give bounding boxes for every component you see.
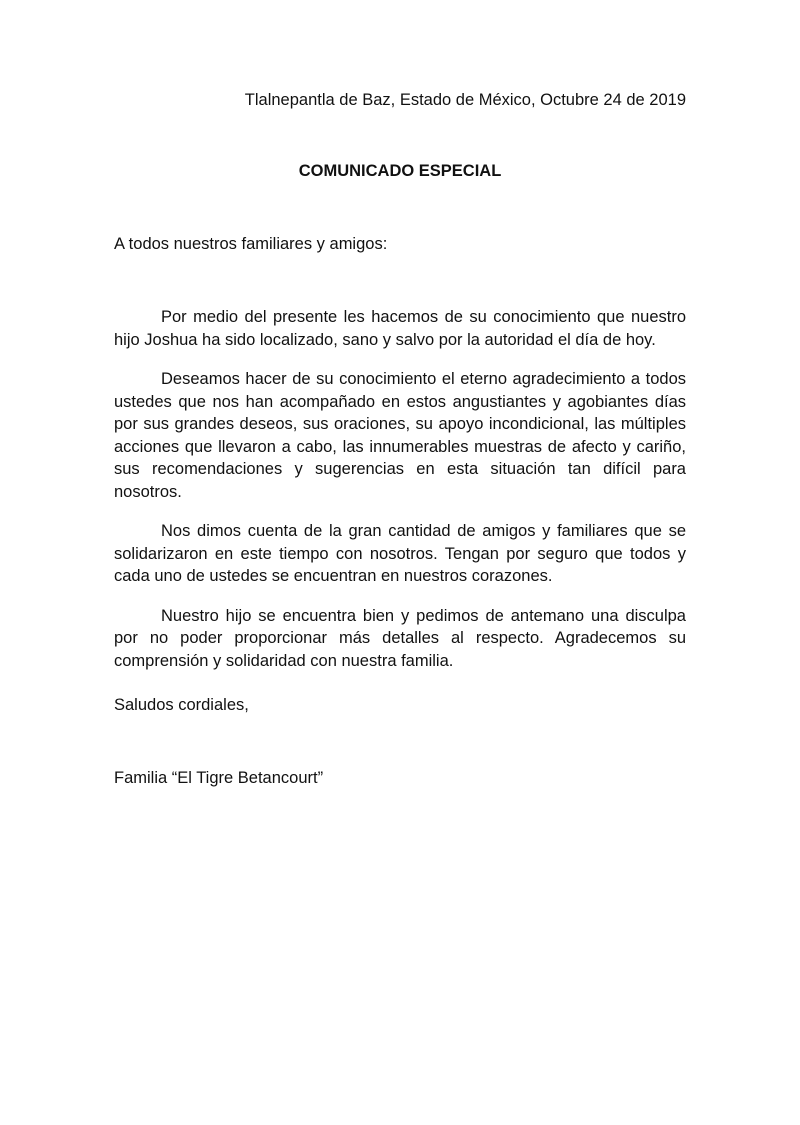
paragraph-1: Por medio del presente les hacemos de su conocimiento que nuestro hijo Joshua ha sido localizado, sano y salvo por la autoridad el día de hoy. [114, 308, 686, 349]
paragraph-4: Nuestro hijo se encuentra bien y pedimos de antemano una disculpa por no poder proporcionar más detalles al respecto. Agradecemos su comprensión y solidaridad con nuestra familia. [114, 606, 686, 670]
letter-body [114, 306, 686, 689]
closing: Saludos cordiales, [114, 696, 249, 714]
salutation: A todos nuestros familiares y amigos: [114, 235, 388, 253]
signature: Familia “El Tigre Betancourt” [114, 769, 324, 787]
paragraph-2: Deseamos hacer de su conocimiento el eterno agradecimiento a todos ustedes que nos han acompañado en estos angustiantes y agobiantes días por sus grandes deseos, sus oraciones, su apoyo incondicional, las múltiples acciones que llevaron a cabo, las innumerables muestras de afecto y cariño, sus recomendaciones y sugerencias en esta situación tan difícil para nosotros. [114, 370, 686, 501]
paragraph-3: Nos dimos cuenta de la gran cantidad de amigos y familiares que se solidarizaron en este tiempo con nosotros. Tengan por seguro que todos y cada uno de ustedes se encuentran en nuestros corazones. [114, 522, 686, 585]
date-line: Tlalnepantla de Baz, Estado de México, Octubre 24 de 2019 [244, 91, 686, 109]
document-title: COMUNICADO ESPECIAL [298, 162, 502, 180]
